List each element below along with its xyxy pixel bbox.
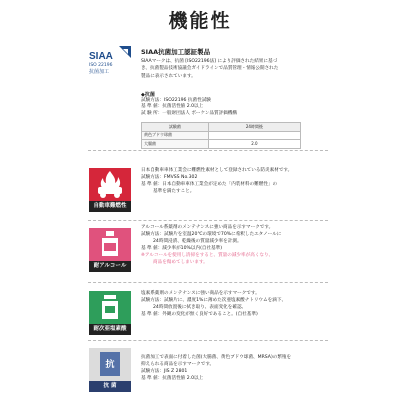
spec-method: 試験方法：ISO22196 抗菌性試験 [141,98,211,103]
table-header: 24時間後 [208,123,300,132]
siaa-specs [141,98,341,117]
feature-line: 試験方法：試験片に、濃度1%に薄めた次亜塩素酸ナトリウムを滴下、 [141,297,287,303]
siaa-desc-line: SIAAマークは、抗菌 [ISO22196法] により評価された結果に基づ [141,59,278,64]
chlorine-badge-label: 耐次亜塩素酸 [89,324,131,335]
alcohol-badge-label: 耐アルコール [89,261,131,272]
feature-line: 抑えられる商品を示すマークです。 [141,361,215,367]
section-divider [88,282,328,283]
feature-line: 塩素系薬剤のメンテナンスに強い商品を示すマークです。 [141,291,260,296]
chlorine-resistant-text [141,291,336,319]
flame-badge-label: 自動車難燃性 [89,201,131,212]
siaa-heading: SIAA抗菌加工認証製品 [141,48,211,56]
table-cell-label: 大腸菌 [142,140,209,149]
feature-line: 試験方法：JIS Z 2801 [141,368,188,374]
siaa-logo-iso: ISO 22196 [89,63,113,68]
table-cell-value [208,131,300,140]
feature-line: 基 準 値：外観の変化が無く良好であること。(自社基準) [141,311,258,317]
antibacterial-text [141,355,336,383]
siaa-logo [89,46,131,76]
spray-bottle-icon [89,291,131,324]
table-cell-label: 黄色ブドウ球菌 [142,131,209,140]
antibacterial-results-table [141,122,301,149]
siaa-description [141,58,326,80]
siaa-logo-label: 抗菌加工 [89,69,110,75]
feature-line: 試験方法：試験片を室温20℃の環境で70%に希釈したエタノールに [141,231,282,237]
antibacterial-subheading: ◆抗菌 [141,92,155,98]
table-row [142,140,301,149]
car-fire-icon [89,168,131,201]
feature-line: 抗菌加工で表面に付着した菌(大腸菌、黄色ブドウ球菌、MRSA)の繁殖を [141,355,292,360]
alcohol-resistant-icon [89,228,131,272]
bottle-icon [89,228,131,261]
feature-line: 日本自動車車体工業会に難燃性素材として登録されている防炎素材です。 [141,168,293,173]
feature-line: アルコール系薬剤のメンテナンスに強い商品を示すマークです。 [141,225,274,230]
flame-retardant-text [141,168,336,196]
siaa-desc-line: 製品に表示されています。 [141,73,196,79]
spec-standard: 基 準 値：抗菌活性値 2.0以上 [141,104,204,110]
table-row [142,131,301,140]
spec-lab: 試 験 所：一般財団法人 ボーケン品質評価機構 [141,110,238,116]
table-header-row [142,123,301,132]
feature-line: 基準を満たすこと。 [153,188,195,194]
antibac-badge-label: 抗 菌 [89,381,131,392]
flame-retardant-icon [89,168,131,212]
antibacterial-icon [89,348,131,392]
feature-line: 試験方法：FMVSS No.302 [141,174,198,180]
feature-line: 基 準 値：抗菌活性値 2.0以上 [141,375,204,381]
feature-note: ※アルコールを使用し清掃をすると、質量の減少率が高くなり、 [141,252,274,258]
table-header: 試験菌 [142,123,209,132]
section-divider [88,340,328,341]
siaa-logo-text: SIAA [89,51,113,62]
page-title: 機能性 [168,10,232,32]
feature-line: 24時間放置後に拭き取り、表面変化を確認。 [153,304,247,310]
feature-note: 商品を傷めてしまいます。 [153,259,208,265]
table-cell-value: 2.0 [208,140,300,149]
feature-line: 24時間浸漬、乾燥後の質量減少率を計測。 [153,238,242,244]
alcohol-resistant-text [141,225,336,266]
feature-line: 基 準 値：減少率が10%以内(自社基準) [141,245,223,251]
chlorine-resistant-icon [89,291,131,335]
siaa-desc-line: き、抗菌製品技術協議会ガイドラインで品質管理・情報公開された [141,66,279,72]
feature-line: 基 準 値：日本自動車車体工業会が定めた「内装材料の難燃性」の [141,181,278,187]
antibac-badge-glyph: 抗 [105,360,115,370]
section-divider [88,150,328,151]
section-divider [88,220,328,221]
